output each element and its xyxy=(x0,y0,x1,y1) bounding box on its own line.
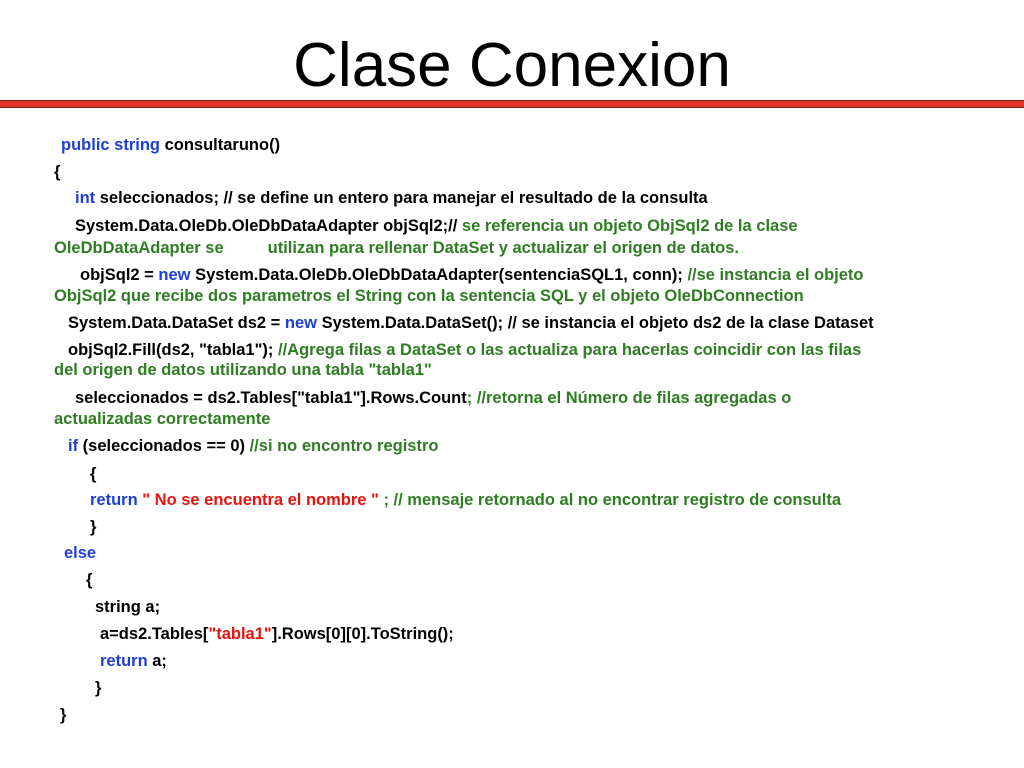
code-comment: //si no encontro registro xyxy=(249,437,439,455)
code-line-if xyxy=(68,435,438,457)
code-text: a=ds2.Tables[ xyxy=(100,625,209,643)
code-keyword: if xyxy=(68,437,79,455)
code-line-open-brace: { xyxy=(90,465,97,483)
code-line-comment-continuation xyxy=(54,237,739,259)
code-keyword: new xyxy=(158,266,191,284)
code-line-dataset xyxy=(68,312,874,334)
code-line-declaration xyxy=(75,187,708,209)
code-line-return-message xyxy=(90,489,841,511)
code-comment: utilizan para rellenar DataSet y actualizar el origen de datos. xyxy=(267,239,739,257)
code-comment: se referencia un objeto ObjSql2 de la clase xyxy=(457,217,798,235)
code-line-close-brace: } xyxy=(95,679,102,697)
code-line-close-brace: } xyxy=(90,518,97,536)
code-text: seleccionados = ds2.Tables["tabla1"].Rows.Count xyxy=(75,389,467,407)
code-text: objSql2.Fill(ds2, "tabla1"); xyxy=(68,341,279,359)
code-comment: OleDbDataAdapter se xyxy=(54,239,224,257)
code-line-comment-continuation: del origen de datos utilizando una tabla "tabla1" xyxy=(54,361,432,379)
code-line-assign xyxy=(100,623,454,645)
code-text: System.Data.DataSet ds2 = xyxy=(68,314,285,332)
code-text: (seleccionados == 0) xyxy=(78,437,250,455)
code-line-comment-continuation: ObjSql2 que recibe dos parametros el String con la sentencia SQL y el objeto OleDbConnection xyxy=(54,287,804,305)
code-keyword: new xyxy=(284,314,317,332)
code-text: a; xyxy=(147,652,167,670)
code-line-comment-continuation: actualizadas correctamente xyxy=(54,410,271,428)
code-keyword: public string xyxy=(61,136,160,154)
code-text: consultaruno() xyxy=(160,136,281,154)
code-line-signature xyxy=(61,134,280,156)
code-text: System.Data.OleDb.OleDbDataAdapter(sentenciaSQL1, conn); xyxy=(190,266,688,284)
code-line-count xyxy=(75,387,791,409)
code-comment: ; // mensaje retornado al no encontrar registro de consulta xyxy=(378,491,841,509)
code-line-fill xyxy=(68,339,861,361)
code-line-open-brace: { xyxy=(54,163,61,181)
code-keyword: int xyxy=(75,189,96,207)
code-line-adapter-instance xyxy=(80,264,864,286)
code-string: "tabla1" xyxy=(208,625,272,643)
code-line-open-brace: { xyxy=(86,571,93,589)
code-text: ].Rows[0][0].ToString(); xyxy=(271,625,454,643)
slide-title: Clase Conexion xyxy=(293,31,731,100)
code-line-adapter-declaration xyxy=(75,215,798,237)
code-comment: //Agrega filas a DataSet o las actualiza para hacerlas coincidir con las filas xyxy=(278,341,862,359)
code-line-return-value xyxy=(100,650,167,672)
code-text: System.Data.OleDb.OleDbDataAdapter objSql2;// xyxy=(75,217,458,235)
code-line-close-brace: } xyxy=(60,706,67,724)
code-line-string-decl: string a; xyxy=(95,598,161,616)
code-line-else: else xyxy=(64,544,97,562)
code-string: " No se encuentra el nombre " xyxy=(137,491,379,509)
code-text: System.Data.DataSet(); // se instancia el objeto ds2 de la clase Dataset xyxy=(317,314,874,332)
code-comment: //se instancia el objeto xyxy=(687,266,864,284)
code-keyword: return xyxy=(90,491,138,509)
code-keyword: return xyxy=(100,652,148,670)
code-text: objSql2 = xyxy=(80,266,159,284)
code-comment: ; //retorna el Número de filas agregadas o xyxy=(466,389,792,407)
code-text: seleccionados; // se define un entero para manejar el resultado de la consulta xyxy=(95,189,708,207)
title-underline xyxy=(0,100,1024,108)
